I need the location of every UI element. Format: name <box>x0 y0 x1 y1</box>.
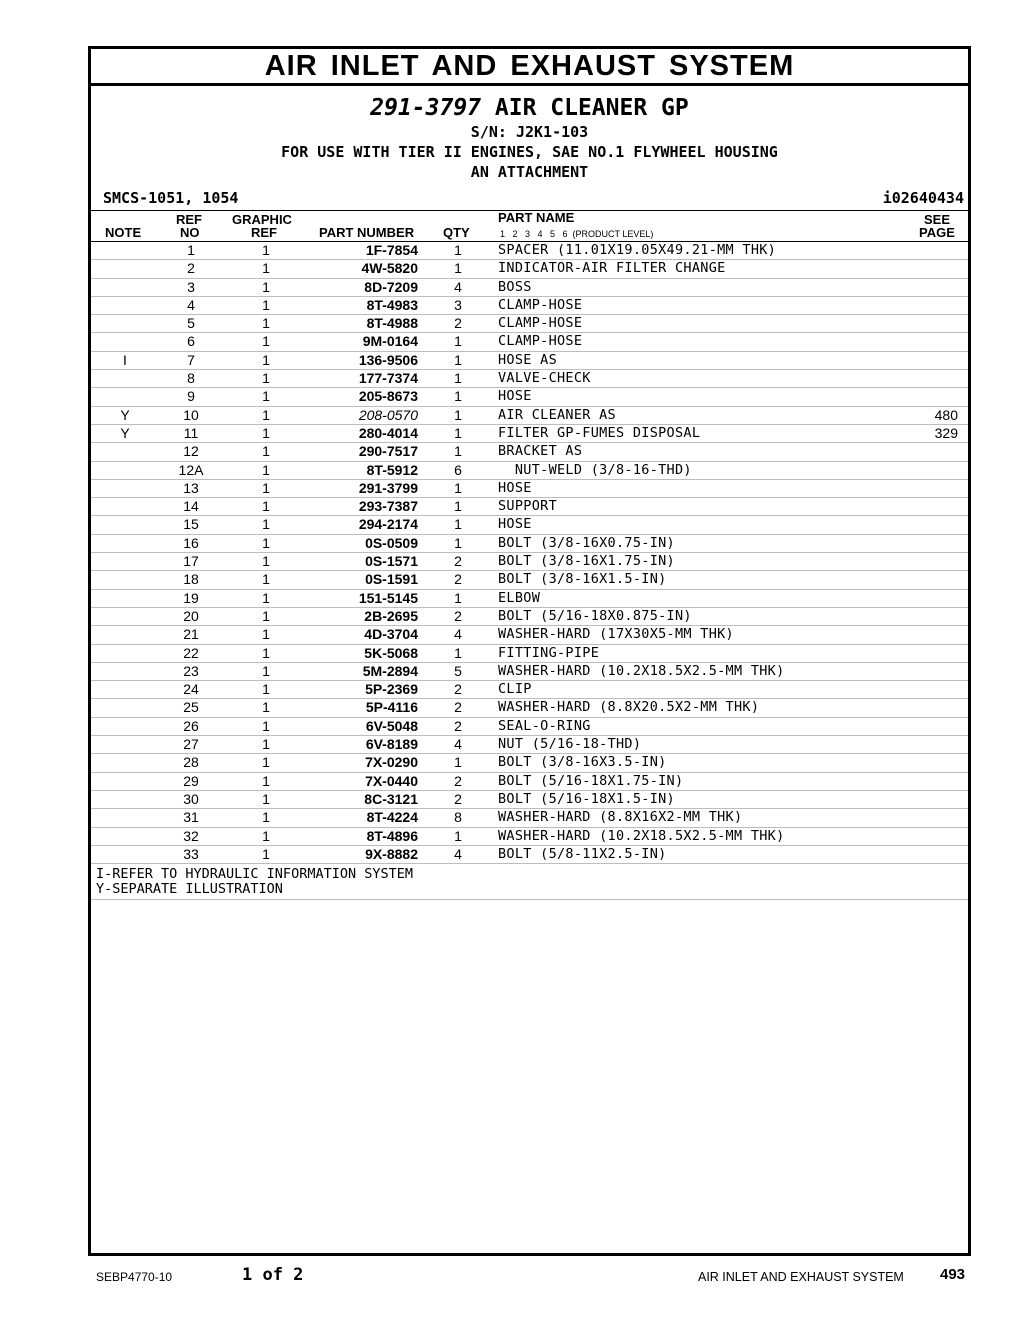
col-part-number: PART NUMBER <box>319 225 415 240</box>
graphic-ref-cell: 1 <box>262 754 270 771</box>
table-row <box>91 663 968 681</box>
table-row <box>91 443 968 461</box>
qty-cell: 4 <box>454 736 462 753</box>
note-line: I-REFER TO HYDRAULIC INFORMATION SYSTEM <box>96 866 413 883</box>
graphic-ref-cell: 1 <box>262 242 270 258</box>
part-name-cell: WASHER-HARD (8.8X20.5X2-MM THK) <box>498 699 760 716</box>
graphic-ref-cell: 1 <box>262 461 270 478</box>
part-name-cell: BOLT (3/8-16X0.75-IN) <box>498 534 675 551</box>
qty-cell: 1 <box>454 351 462 368</box>
ref-number-cell: 4 <box>187 296 195 313</box>
qty-cell: 3 <box>454 296 462 313</box>
graphic-ref-cell: 1 <box>262 479 270 496</box>
qty-cell: 1 <box>454 498 462 515</box>
graphic-ref-cell: 1 <box>262 626 270 643</box>
qty-cell: 8 <box>454 809 462 826</box>
qty-cell: 4 <box>454 626 462 643</box>
part-number-cell: 5M-2894 <box>362 662 418 679</box>
part-number-cell: 136-9506 <box>358 351 418 368</box>
part-name-cell: BOLT (5/16-18X1.75-IN) <box>498 772 684 789</box>
ref-number-cell: 11 <box>183 424 199 441</box>
graphic-ref-cell: 1 <box>262 809 270 826</box>
part-name-cell: VALVE-CHECK <box>498 370 591 387</box>
graphic-ref-cell: 1 <box>262 333 270 350</box>
ref-number-cell: 13 <box>183 479 199 496</box>
col-note: NOTE <box>105 225 142 240</box>
part-number-cell: 151-5145 <box>358 589 418 606</box>
note-cell: Y <box>120 406 130 423</box>
ref-number-cell: 20 <box>183 607 199 624</box>
part-name-cell: BOLT (5/8-11X2.5-IN) <box>498 845 667 862</box>
qty-cell: 1 <box>454 827 462 844</box>
part-number-cell: 5K-5068 <box>364 644 418 661</box>
graphic-ref-cell: 1 <box>262 424 270 441</box>
part-number-cell: 8T-4896 <box>366 827 418 844</box>
col-part-name: PART NAME <box>498 210 575 225</box>
attachment-line: AN ATTACHMENT <box>470 163 589 181</box>
qty-cell: 4 <box>454 845 462 862</box>
ref-number-cell: 27 <box>183 736 199 753</box>
part-name-cell: BOSS <box>498 278 532 295</box>
part-number-cell: 294-2174 <box>358 516 418 533</box>
part-number-cell: 0S-1591 <box>365 571 418 588</box>
page-footer <box>0 1263 1020 1293</box>
part-number-cell: 8T-4983 <box>366 296 418 313</box>
qty-cell: 1 <box>454 333 462 350</box>
part-name-cell: BOLT (3/8-16X1.75-IN) <box>498 553 675 570</box>
table-row <box>91 754 968 772</box>
part-number-cell: 5P-2369 <box>365 681 418 698</box>
part-number-cell: 291-3799 <box>358 479 418 496</box>
graphic-ref-cell: 1 <box>262 699 270 716</box>
part-number-cell: 9M-0164 <box>362 333 418 350</box>
part-name-cell: FILTER GP-FUMES DISPOSAL <box>498 424 701 441</box>
note-line: Y-SEPARATE ILLUSTRATION <box>96 881 283 898</box>
graphic-ref-cell: 1 <box>262 406 270 423</box>
notes-block <box>91 864 968 900</box>
graphic-ref-cell: 1 <box>262 736 270 753</box>
part-name-cell: SEAL-O-RING <box>498 717 591 734</box>
part-name-cell: BOLT (3/8-16X3.5-IN) <box>498 754 667 771</box>
qty-cell: 6 <box>454 461 462 478</box>
table-row <box>91 645 968 663</box>
ref-number-cell: 25 <box>183 699 199 716</box>
qty-cell: 1 <box>454 516 462 533</box>
table-row <box>91 260 968 278</box>
part-number-cell: 8C-3121 <box>364 790 418 807</box>
ref-number-cell: 19 <box>183 589 199 606</box>
col-ref-bottom: NO <box>180 225 200 240</box>
qty-cell: 5 <box>454 662 462 679</box>
ref-number-cell: 3 <box>187 278 195 295</box>
part-number-cell: 205-8673 <box>358 388 418 405</box>
qty-cell: 4 <box>454 278 462 295</box>
table-row <box>91 681 968 699</box>
part-name-cell: NUT-WELD (3/8-16-THD) <box>498 461 692 478</box>
qty-cell: 2 <box>454 315 462 332</box>
part-name-cell: BRACKET AS <box>498 443 583 460</box>
part-number-cell: 8D-7209 <box>364 278 418 295</box>
graphic-ref-cell: 1 <box>262 571 270 588</box>
group-title <box>91 94 968 122</box>
part-number-cell: 1F-7854 <box>365 242 418 258</box>
illustration-id: i02640434 <box>882 189 964 207</box>
col-see-top: SEE <box>924 212 951 227</box>
part-number-cell: 0S-0509 <box>365 534 418 551</box>
page-frame <box>88 46 971 1256</box>
ref-number-cell: 28 <box>183 754 199 771</box>
ref-number-cell: 32 <box>183 827 199 844</box>
ref-number-cell: 1 <box>187 242 195 258</box>
graphic-ref-cell: 1 <box>262 315 270 332</box>
graphic-ref-cell: 1 <box>262 278 270 295</box>
part-name-cell: CLAMP-HOSE <box>498 296 583 313</box>
qty-cell: 2 <box>454 717 462 734</box>
part-number-cell: 290-7517 <box>358 443 418 460</box>
graphic-ref-cell: 1 <box>262 351 270 368</box>
ref-number-cell: 2 <box>187 260 195 277</box>
ref-number-cell: 29 <box>183 772 199 789</box>
ref-number-cell: 17 <box>183 553 199 570</box>
qty-cell: 1 <box>454 589 462 606</box>
table-row <box>91 407 968 425</box>
table-row <box>91 571 968 589</box>
graphic-ref-cell: 1 <box>262 516 270 533</box>
part-name-cell: CLAMP-HOSE <box>498 315 583 332</box>
graphic-ref-cell: 1 <box>262 607 270 624</box>
part-number-cell: 7X-0440 <box>365 772 418 789</box>
part-name-cell: SPACER (11.01X19.05X49.21-MM THK) <box>498 242 777 258</box>
table-row <box>91 462 968 480</box>
qty-cell: 1 <box>454 406 462 423</box>
part-name-cell: CLAMP-HOSE <box>498 333 583 350</box>
ref-number-cell: 30 <box>183 790 199 807</box>
graphic-ref-cell: 1 <box>262 681 270 698</box>
ref-number-cell: 31 <box>183 809 199 826</box>
table-row <box>91 425 968 443</box>
qty-cell: 2 <box>454 553 462 570</box>
graphic-ref-cell: 1 <box>262 388 270 405</box>
qty-cell: 2 <box>454 571 462 588</box>
qty-cell: 2 <box>454 772 462 789</box>
table-row <box>91 828 968 846</box>
graphic-ref-cell: 1 <box>262 553 270 570</box>
ref-number-cell: 16 <box>183 534 199 551</box>
part-number-cell: 4W-5820 <box>361 260 418 277</box>
part-number-cell: 8T-4224 <box>366 809 418 826</box>
ref-number-cell: 12A <box>178 461 204 478</box>
usage-line: FOR USE WITH TIER II ENGINES, SAE NO.1 FLYWHEEL HOUSING <box>281 143 778 161</box>
part-name-cell: SUPPORT <box>498 498 557 515</box>
table-row <box>91 535 968 553</box>
qty-cell: 2 <box>454 790 462 807</box>
graphic-ref-cell: 1 <box>262 772 270 789</box>
graphic-ref-cell: 1 <box>262 260 270 277</box>
group-name: AIR CLEANER GP <box>494 95 689 121</box>
qty-cell: 1 <box>454 644 462 661</box>
ref-number-cell: 14 <box>183 498 199 515</box>
ref-number-cell: 10 <box>183 406 199 423</box>
page-of: 1 of 2 <box>242 1265 304 1285</box>
graphic-ref-cell: 1 <box>262 662 270 679</box>
graphic-ref-cell: 1 <box>262 296 270 313</box>
table-row <box>91 388 968 406</box>
graphic-ref-cell: 1 <box>262 845 270 862</box>
part-name-cell: HOSE <box>498 388 532 405</box>
ref-number-cell: 21 <box>183 626 199 643</box>
graphic-ref-cell: 1 <box>262 534 270 551</box>
qty-cell: 1 <box>454 754 462 771</box>
ref-number-cell: 12 <box>183 443 199 460</box>
ref-number-cell: 9 <box>187 388 195 405</box>
table-row <box>91 315 968 333</box>
part-number-cell: 5P-4116 <box>365 699 418 716</box>
part-name-cell: FITTING-PIPE <box>498 644 600 661</box>
part-name-cell: BOLT (3/8-16X1.5-IN) <box>498 571 667 588</box>
qty-cell: 1 <box>454 534 462 551</box>
part-name-cell: INDICATOR-AIR FILTER CHANGE <box>498 260 726 277</box>
col-graphic-top: GRAPHIC <box>232 212 292 227</box>
part-number-cell: 4D-3704 <box>364 626 418 643</box>
qty-cell: 1 <box>454 443 462 460</box>
table-row <box>91 773 968 791</box>
ref-number-cell: 22 <box>183 644 199 661</box>
ref-number-cell: 33 <box>183 845 199 862</box>
part-number-cell: 9X-8882 <box>365 845 418 862</box>
note-cell: Y <box>120 424 130 441</box>
smcs-code: SMCS-1051, 1054 <box>103 189 239 207</box>
part-number-cell: 8T-4988 <box>366 315 418 332</box>
part-name-cell: CLIP <box>498 681 532 698</box>
smcs-row <box>91 186 968 210</box>
table-row <box>91 608 968 626</box>
part-number-cell: 6V-8189 <box>365 736 418 753</box>
table-row <box>91 333 968 351</box>
see-page-cell: 329 <box>934 424 958 441</box>
ref-number-cell: 6 <box>187 333 195 350</box>
col-product-level: 1 2 3 4 5 6 (PRODUCT LEVEL) <box>500 229 654 239</box>
part-number-cell: 2B-2695 <box>364 607 418 624</box>
doc-id: SEBP4770-10 <box>96 1270 173 1284</box>
part-number-cell: 0S-1571 <box>365 553 418 570</box>
graphic-ref-cell: 1 <box>262 370 270 387</box>
part-number-cell: 208-0570 <box>358 406 418 423</box>
qty-cell: 1 <box>454 242 462 258</box>
graphic-ref-cell: 1 <box>262 827 270 844</box>
part-name-cell: HOSE <box>498 479 532 496</box>
graphic-ref-cell: 1 <box>262 790 270 807</box>
table-row <box>91 242 968 260</box>
part-name-cell: NUT (5/16-18-THD) <box>498 736 642 753</box>
group-part-number: 291-3797 <box>370 95 482 121</box>
part-name-cell: HOSE <box>498 516 532 533</box>
table-row <box>91 297 968 315</box>
col-qty: QTY <box>443 225 470 240</box>
graphic-ref-cell: 1 <box>262 498 270 515</box>
serial-number: S/N: J2K1-103 <box>470 123 589 141</box>
part-number-cell: 293-7387 <box>358 498 418 515</box>
graphic-ref-cell: 1 <box>262 589 270 606</box>
table-row <box>91 809 968 827</box>
table-row <box>91 736 968 754</box>
table-row <box>91 626 968 644</box>
col-graphic-bottom: REF <box>251 225 277 240</box>
table-row <box>91 718 968 736</box>
part-name-cell: WASHER-HARD (8.8X16X2-MM THK) <box>498 809 743 826</box>
qty-cell: 1 <box>454 260 462 277</box>
table-row <box>91 791 968 809</box>
part-name-cell: AIR CLEANER AS <box>498 406 616 423</box>
ref-number-cell: 23 <box>183 662 199 679</box>
qty-cell: 1 <box>454 479 462 496</box>
part-name-cell: BOLT (5/16-18X1.5-IN) <box>498 790 675 807</box>
graphic-ref-cell: 1 <box>262 644 270 661</box>
ref-number-cell: 18 <box>183 571 199 588</box>
ref-number-cell: 5 <box>187 315 195 332</box>
col-see-bottom: PAGE <box>919 225 955 240</box>
ref-number-cell: 24 <box>183 681 199 698</box>
ref-number-cell: 8 <box>187 370 195 387</box>
part-name-cell: ELBOW <box>498 589 541 606</box>
table-row <box>91 553 968 571</box>
table-row <box>91 516 968 534</box>
table-row <box>91 352 968 370</box>
see-page-cell: 480 <box>934 406 958 423</box>
ref-number-cell: 7 <box>187 351 195 368</box>
part-name-cell: WASHER-HARD (10.2X18.5X2.5-MM THK) <box>498 662 785 679</box>
part-number-cell: 280-4014 <box>358 424 418 441</box>
qty-cell: 2 <box>454 681 462 698</box>
table-row <box>91 279 968 297</box>
part-number-cell: 7X-0290 <box>365 754 418 771</box>
table-row <box>91 590 968 608</box>
col-ref-top: REF <box>176 212 202 227</box>
qty-cell: 1 <box>454 424 462 441</box>
qty-cell: 1 <box>454 388 462 405</box>
table-row <box>91 846 968 864</box>
table-row <box>91 370 968 388</box>
table-row <box>91 480 968 498</box>
part-number-cell: 8T-5912 <box>366 461 418 478</box>
part-name-cell: WASHER-HARD (10.2X18.5X2.5-MM THK) <box>498 827 785 844</box>
table-row <box>91 498 968 516</box>
ref-number-cell: 15 <box>183 516 199 533</box>
part-number-cell: 6V-5048 <box>365 717 418 734</box>
table-row <box>91 699 968 717</box>
footer-section: AIR INLET AND EXHAUST SYSTEM <box>698 1270 904 1284</box>
part-name-cell: HOSE AS <box>498 351 557 368</box>
note-cell: I <box>123 351 127 368</box>
qty-cell: 2 <box>454 699 462 716</box>
part-number-cell: 177-7374 <box>358 370 418 387</box>
ref-number-cell: 26 <box>183 717 199 734</box>
page-number: 493 <box>940 1266 966 1283</box>
qty-cell: 2 <box>454 607 462 624</box>
parts-table <box>91 242 968 864</box>
qty-cell: 1 <box>454 370 462 387</box>
column-header <box>91 210 968 242</box>
graphic-ref-cell: 1 <box>262 717 270 734</box>
graphic-ref-cell: 1 <box>262 443 270 460</box>
part-name-cell: WASHER-HARD (17X30X5-MM THK) <box>498 626 734 643</box>
section-title: AIR INLET AND EXHAUST SYSTEM <box>91 49 968 86</box>
part-name-cell: BOLT (5/16-18X0.875-IN) <box>498 607 692 624</box>
